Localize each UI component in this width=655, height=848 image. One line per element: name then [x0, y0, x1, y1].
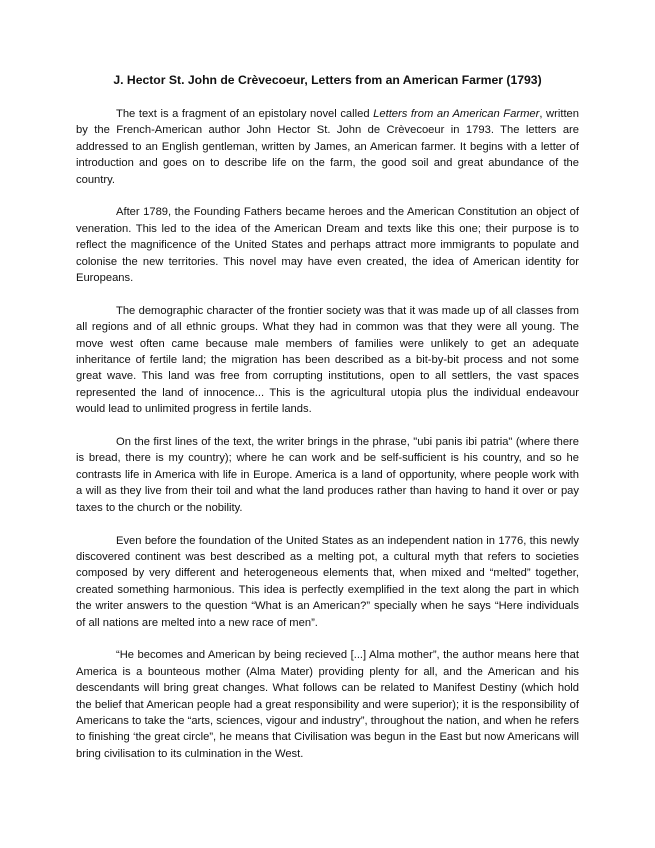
paragraph-frontier-society: The demographic character of the frontier society was that it was made up of all classes from all regions and of all ethnic groups. What they had in common was that they were all young. The move west often came because male members of families were unlikely to get an adequate inheritance of fertile land; the migration has been described as a bit-by-bit process and not some great wave. This land was free from corrupting institutions, open to all settlers, the vast spaces represented the land of innocence... This is the agricultural utopia plus the individual endeavour would lead to unlimited progress in fertile lands.: [76, 304, 579, 416]
paragraph-intro-text-before: The text is a fragment of an epistolary novel called: [116, 108, 374, 120]
paragraph-alma-mater: “He becomes and American by being recieved [...] Alma mother”, the author means here that America is a bounteous mother (Alma Mater) providing plenty for all, and the American and his descendants will bring great changes. What follows can be related to Manifest Destiny (which hold the belief that American people had a great responsibility and were superior); it is the responsibility of Americans to take the “arts, sciences, vigour and industry”, throughout the nation, and when he refers to finishing ‘the great circle”, he means that Civilisation was begun in the East but now Americans will bring civilisation to its culmination in the West.: [76, 649, 579, 760]
book-title: Letters from an American Farmer: [373, 108, 540, 120]
paragraph-melting-pot: Even before the foundation of the United States as an independent nation in 1776, this newly discovered continent was best described as a melting pot, a cultural myth that refers to societies composed by very different and heterogeneous elements that, when mixed and “melted” together, created something harmonious. This idea is perfectly exemplified in the text along the part in which the writer answers to the question “What is an American?” specially when he says “Here individuals of all nations are melted into a new race of men”.: [76, 534, 579, 629]
paragraph-ubi-panis: On the first lines of the text, the writer brings in the phrase, "ubi panis ibi patria" (where there is bread, there is my country); where he can work and be self-sufficient is his country, and so he contrasts life in America with life in Europe. America is a land of opportunity, where people work with a will as they live from their toil and what the land produces rather than having to hand it over or pay taxes to the church or the nobility.: [76, 436, 579, 514]
paragraph-founding-fathers: After 1789, the Founding Fathers became heroes and the American Constitution an object of veneration. This led to the idea of the American Dream and texts like this one; their purpose is to reflect the magnificence of the United States and perhaps attract more immigrants to populate and colonise the new territories. This novel may have even created, the idea of American identity for Europeans.: [76, 206, 579, 285]
paragraph-intro-text-after: , written by the French-American author John Hector St. John de Crèvecoeur in 1793. The letters are addressed to an English gentleman, written by James, an American farmer. It begins with a letter of introduction and goes on to describe life on the farm, the good soil and great abundance of the country.: [76, 108, 579, 186]
document-title: J. Hector St. John de Crèvecoeur, Letters from an American Farmer (1793): [113, 73, 542, 87]
document-page: [76, 72, 579, 779]
paragraph-intro: [76, 106, 579, 188]
